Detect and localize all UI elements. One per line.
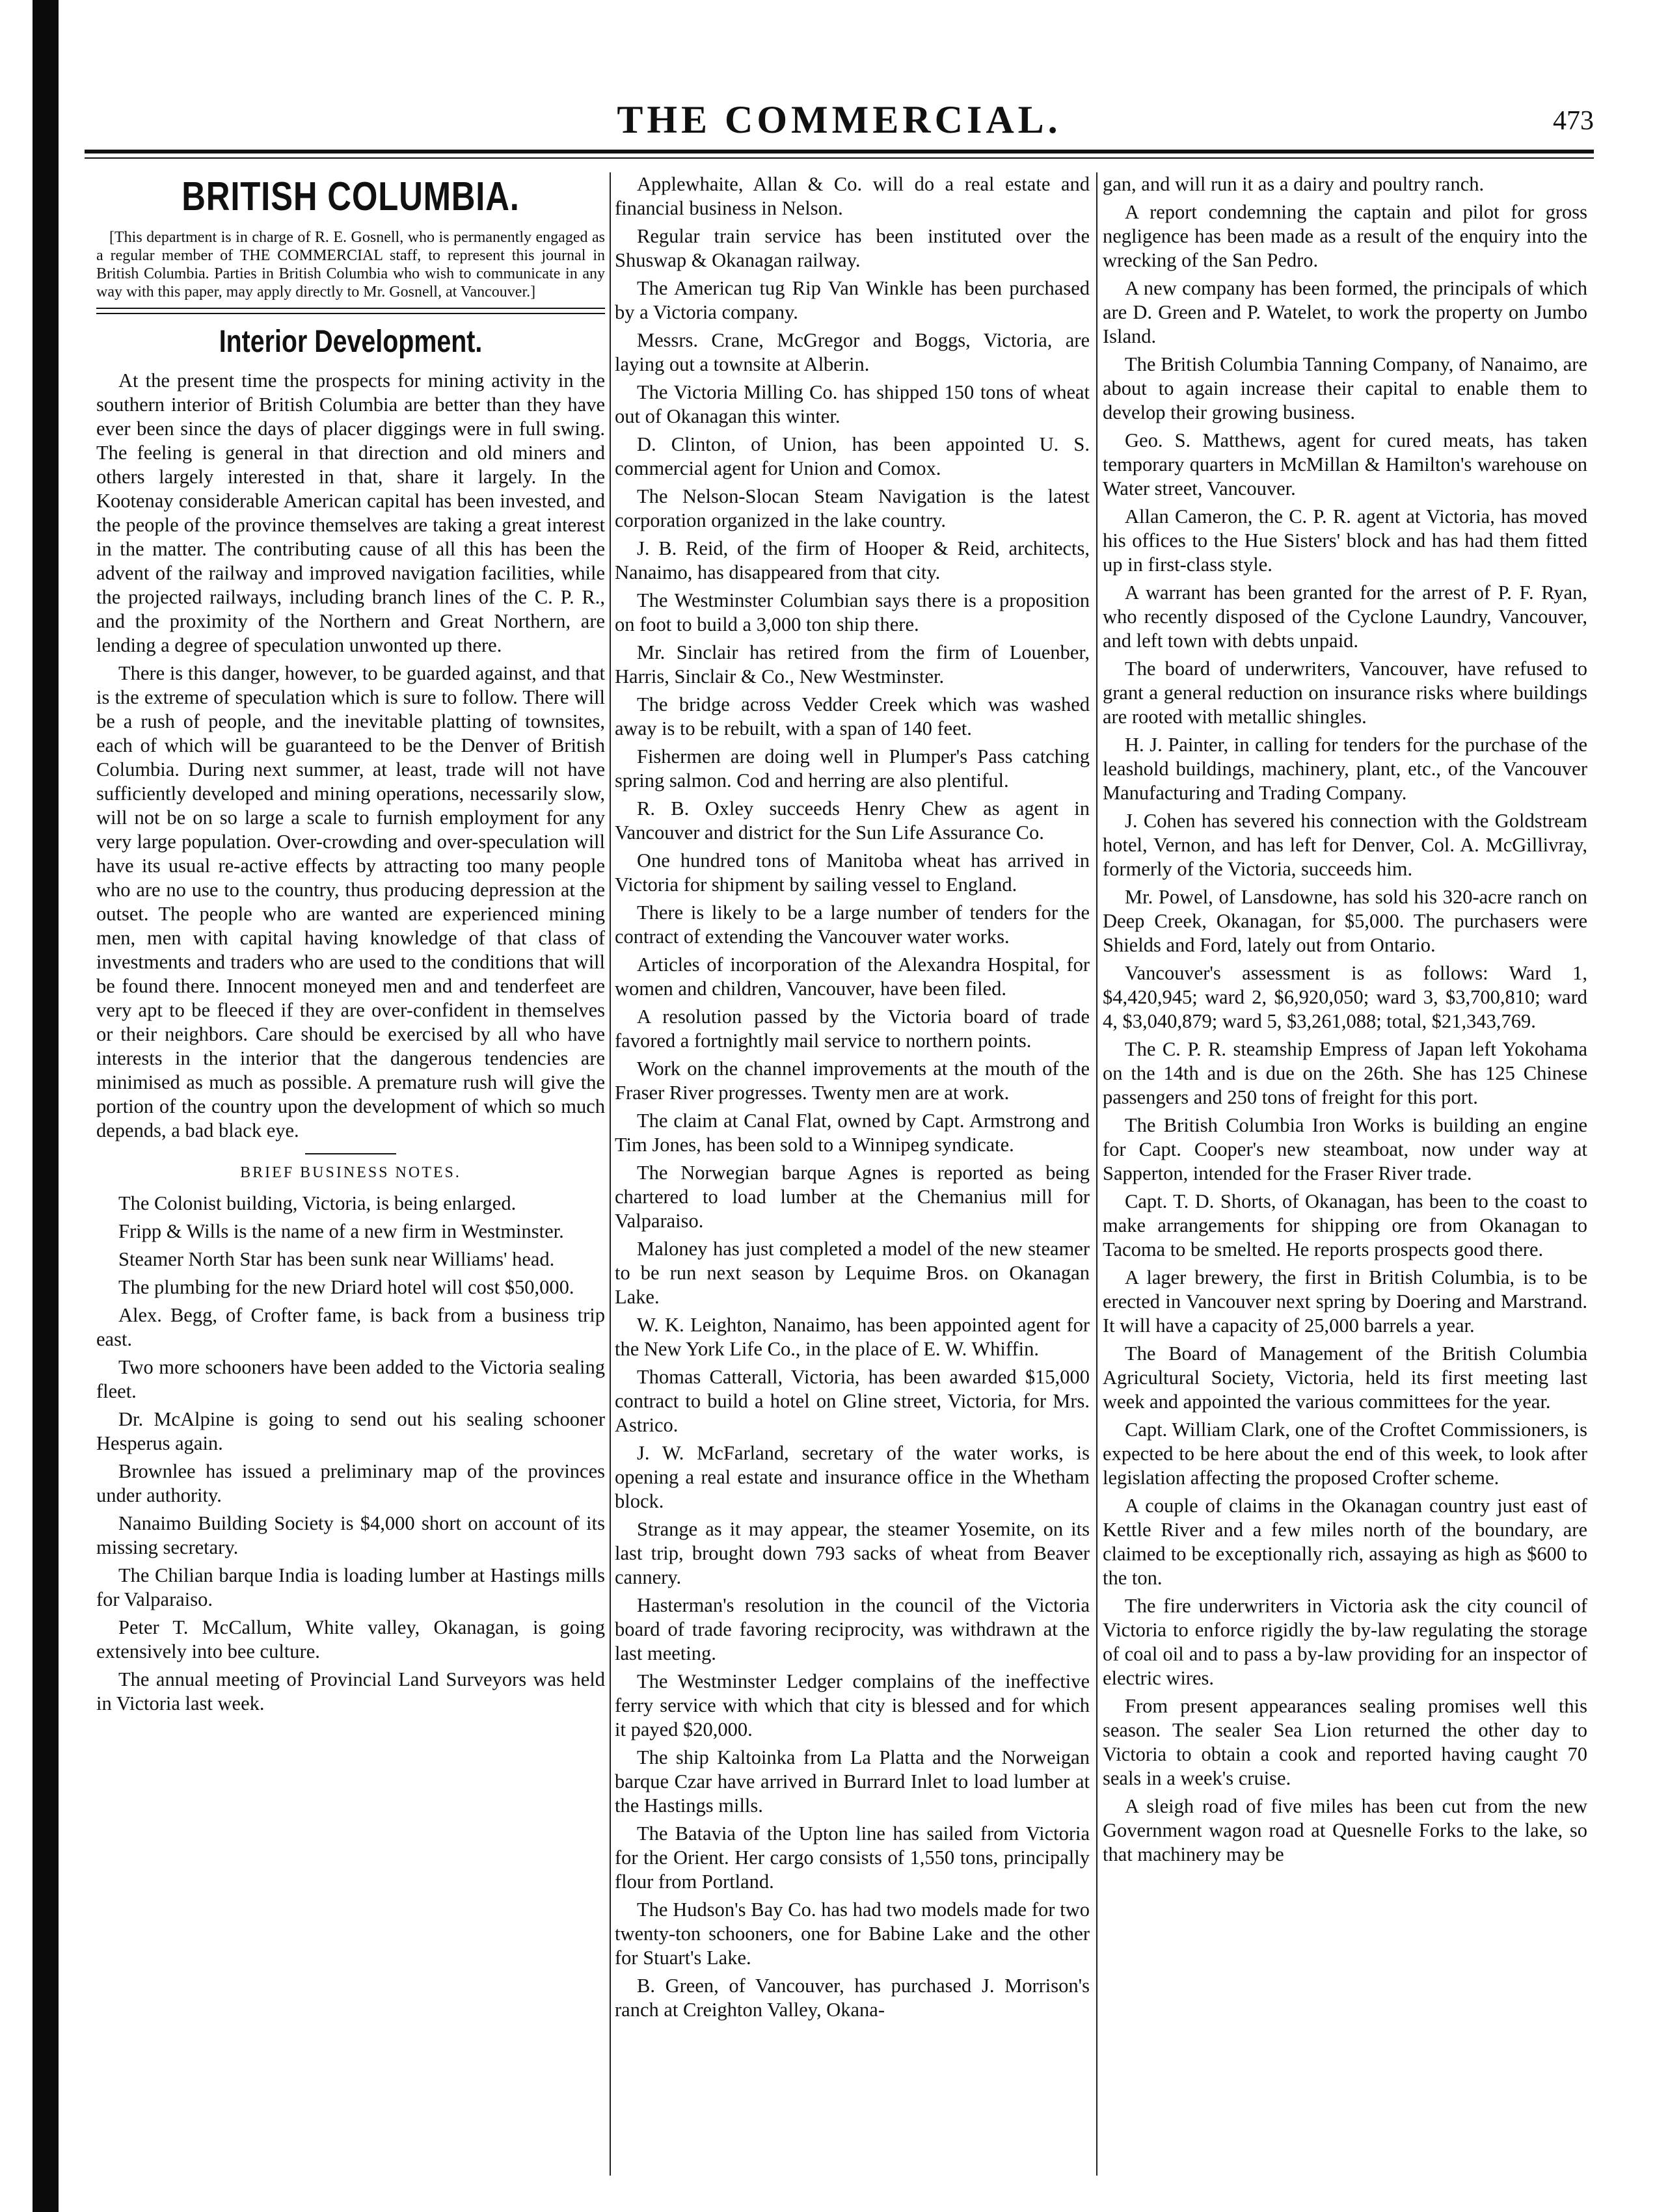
news-item: Strange as it may appear, the steamer Yosemite, on its last trip, brought down 793 sacks of wheat from Beaver cannery. [615, 1518, 1090, 1588]
news-item: A report condemning the captain and pilot for gross negligence has been made as a result of the enquiry into the wrecking of the San Pedro. [1103, 201, 1587, 271]
col1-notes [96, 1192, 605, 1716]
news-item: The plumbing for the new Driard hotel will cost $50,000. [118, 1276, 574, 1298]
news-item: Regular train service has been instituted over the Shuswap & Okanagan railway. [615, 225, 1090, 271]
news-item: The British Columbia Tanning Company, of Nanaimo, are about to again increase their capital to enable them to develop their growing business. [1103, 353, 1587, 423]
column-divider [610, 172, 611, 2176]
news-item: The Norwegian barque Agnes is reported as being chartered to load lumber at the Chemanius mill for Valparaiso. [615, 1162, 1090, 1232]
news-item: The bridge across Vedder Creek which was washed away is to be rebuilt, with a span of 140 feet. [615, 693, 1090, 740]
page-number: 473 [1553, 106, 1594, 136]
news-item: The Westminster Columbian says there is a proposition on foot to build a 3,000 ton ship there. [615, 589, 1090, 635]
news-item: Mr. Powel, of Lansdowne, has sold his 320-acre ranch on Deep Creek, Okanagan, for $5,000. The purchasers were Shields and Ford, lately out from Ontario. [1103, 886, 1587, 956]
news-item: H. J. Painter, in calling for tenders for the purchase of the leashold buildings, machinery, plant, etc., of the Vancouver Manufacturing and Trading Company. [1103, 734, 1587, 804]
news-item: A lager brewery, the first in British Columbia, is to be erected in Vancouver next spring by Doering and Marstrand. It will have a capacity of 25,000 barrels a year. [1103, 1266, 1587, 1337]
news-item: Steamer North Star has been sunk near Williams' head. [118, 1248, 555, 1270]
masthead-rule [85, 150, 1594, 153]
col3-notes [1103, 172, 1587, 1867]
binding-edge [33, 0, 59, 2212]
department-note: [This department is in charge of R. E. Gosnell, who is permanently engaged as a regular member of THE COMMERCIAL staff, to represent this journal in British Columbia. Parties in British Columbia who wish to communicate in any way with this paper, may apply directly to Mr. Gosnell, at Vancouver.] [96, 229, 605, 300]
news-item: A couple of claims in the Okanagan country just east of Kettle River and a few miles north of the boundary, are claimed to be exceptionally rich, assaying as high as $600 to the ton. [1103, 1495, 1587, 1589]
news-item: The Board of Management of the British Columbia Agricultural Society, Victoria, held its first meeting last week and appointed the various committees for the year. [1103, 1342, 1587, 1413]
news-item: There is likely to be a large number of tenders for the contract of extending the Vancouver water works. [615, 901, 1090, 948]
news-item: The Nelson-Slocan Steam Navigation is the latest corporation organized in the lake country. [615, 485, 1090, 531]
news-item: Mr. Sinclair has retired from the firm of Louenber, Harris, Sinclair & Co., New Westminster. [615, 641, 1090, 687]
article-paragraph: There is this danger, however, to be guarded against, and that is the extreme of speculation which is sure to follow. There will be a rush of people, and the inevitable platting of townsites, each of which will be guaranteed to be the Denver of British Columbia. During next summer, at least, trade will not have sufficiently developed and mining operations, necessarily slow, will not be on so large a scale to furnish employment for any very large population. Over-crowding and over-speculation will have its usual re-active effects by attracting too many people who are no use to the country, thus producing depression at the outset. The people who are wanted are experienced mining men, men with capital having knowledge of that class of investments and traders who are used to the conditions that will be found there. Innocent moneyed men and and tenderfeet are very apt to be fleeced if they are over-confident in themselves or their neighbors. Care should be exercised by all who have interests in the interior that the dangerous tendencies are minimised as much as possible. A premature rush will give the portion of the country upon the development of which so much depends, a bad black eye. [96, 662, 605, 1141]
column-divider [1096, 172, 1097, 2176]
news-item: Peter T. McCallum, White valley, Okanagan, is going extensively into bee culture. [96, 1616, 605, 1662]
news-item: The ship Kaltoinka from La Platta and the Norweigan barque Czar have arrived in Burrard Inlet to load lumber at the Hastings mills. [615, 1746, 1090, 1817]
news-item: The claim at Canal Flat, owned by Capt. Armstrong and Tim Jones, has been sold to a Winnipeg syndicate. [615, 1110, 1090, 1156]
double-rule [96, 308, 605, 314]
news-item: A new company has been formed, the principals of which are D. Green and P. Watelet, to work the property on Jumbo Island. [1103, 277, 1587, 347]
news-item: D. Clinton, of Union, has been appointed U. S. commercial agent for Union and Comox. [615, 433, 1090, 479]
news-item: Nanaimo Building Society is $4,000 short on account of its missing secretary. [96, 1512, 605, 1558]
column-3 [1103, 172, 1587, 2176]
news-item: Allan Cameron, the C. P. R. agent at Victoria, has moved his offices to the Hue Sisters' block and has had them fitted up in first-class style. [1103, 505, 1587, 576]
news-item: Articles of incorporation of the Alexandra Hospital, for women and children, Vancouver, have been filed. [615, 953, 1090, 1000]
news-item: Alex. Begg, of Crofter fame, is back from a business trip east. [96, 1304, 605, 1350]
section-rule [305, 1153, 396, 1154]
news-item: Geo. S. Matthews, agent for cured meats, has taken temporary quarters in McMillan & Hamilton's warehouse on Water street, Vancouver. [1103, 429, 1587, 500]
news-item: B. Green, of Vancouver, has purchased J. Morrison's ranch at Creighton Valley, Okana- [615, 1975, 1090, 2021]
news-item: Capt. William Clark, one of the Croftet Commissioners, is expected to be here about the end of this week, to look after legislation affecting the proposed Crofter scheme. [1103, 1419, 1587, 1489]
news-item: The annual meeting of Provincial Land Surveyors was held in Victoria last week. [96, 1668, 605, 1714]
news-item: The Westminster Ledger complains of the ineffective ferry service with which that city is blessed and for which it payed $20,000. [615, 1670, 1090, 1740]
news-item: The Batavia of the Upton line has sailed from Victoria for the Orient. Her cargo consists of 1,550 tons, principally flour from Portland. [615, 1822, 1090, 1893]
news-item: The Colonist building, Victoria, is being enlarged. [118, 1192, 517, 1214]
column-1 [96, 172, 605, 2176]
news-item: The fire underwriters in Victoria ask the city council of Victoria to enforce rigidly the by-law regulating the storage of coal oil and to pass a by-law providing for an inspector of electric wires. [1103, 1595, 1587, 1689]
news-item: R. B. Oxley succeeds Henry Chew as agent in Vancouver and district for the Sun Life Assurance Co. [615, 797, 1090, 844]
news-item: Work on the channel improvements at the mouth of the Fraser River progresses. Twenty men are at work. [615, 1058, 1090, 1104]
news-item: Dr. McAlpine is going to send out his sealing schooner Hesperus again. [96, 1408, 605, 1454]
article-paragraph: At the present time the prospects for mining activity in the southern interior of British Columbia are better than they have ever been since the days of placer diggings were in full swing. The feeling is general in that direction and old miners and others largely interested in that, share it largely. In the Kootenay considerable American capital has been invested, and the people of the province themselves are taking a great interest in the matter. The contributing cause of all this has been the advent of the railway and improved navigation facilities, while the projected railways, including branch lines of the C. P. R., and the proximity of the Northern and Great Northern, are lending a degree of speculation unwonted up there. [96, 369, 605, 656]
news-item: Hasterman's resolution in the council of the Victoria board of trade favoring reciprocity, was withdrawn at the last meeting. [615, 1594, 1090, 1664]
news-item: The C. P. R. steamship Empress of Japan left Yokohama on the 14th and is due on the 26th. She has 125 Chinese passengers and 250 tons of freight for this port. [1103, 1038, 1587, 1108]
news-item: Brownlee has issued a preliminary map of the provinces under authority. [96, 1460, 605, 1506]
news-item: A resolution passed by the Victoria board of trade favored a fortnightly mail service to northern points. [615, 1006, 1090, 1052]
news-item: Capt. T. D. Shorts, of Okanagan, has been to the coast to make arrangements for shipping ore from Okanagan to Tacoma to be smelted. He reports prospects good there. [1103, 1190, 1587, 1260]
masthead-title: THE COMMERCIAL. [617, 98, 1062, 141]
news-item: Fripp & Wills is the name of a new firm in Westminster. [118, 1220, 564, 1242]
brief-notes-heading: BRIEF BUSINESS NOTES. [240, 1164, 461, 1181]
news-item: gan, and will run it as a dairy and poultry ranch. [1103, 173, 1485, 195]
news-item: Vancouver's assessment is as follows: Ward 1, $4,420,945; ward 2, $6,920,050; ward 3, $3,700,810; ward 4, $3,040,879; ward 5, $3,261,088; total, $21,343,769. [1103, 962, 1587, 1032]
article-title: Interior Development. [219, 325, 483, 359]
section-title: BRITISH COLUMBIA. [182, 174, 520, 219]
news-item: Thomas Catterall, Victoria, has been awarded $15,000 contract to build a hotel on Gline street, Victoria, for Mrs. Astrico. [615, 1366, 1090, 1436]
news-item: From present appearances sealing promises well this season. The sealer Sea Lion returned the other day to Victoria to obtain a cook and reported having caught 70 seals in a week's cruise. [1103, 1695, 1587, 1789]
news-item: The British Columbia Iron Works is building an engine for Capt. Cooper's new steamboat, now under way at Sapperton, intended for the Fraser River trade. [1103, 1114, 1587, 1184]
news-item: Applewhaite, Allan & Co. will do a real estate and financial business in Nelson. [615, 173, 1090, 219]
news-item: W. K. Leighton, Nanaimo, has been appointed agent for the New York Life Co., in the place of E. W. Whiffin. [615, 1314, 1090, 1360]
news-item: Two more schooners have been added to the Victoria sealing fleet. [96, 1356, 605, 1402]
news-item: The American tug Rip Van Winkle has been purchased by a Victoria company. [615, 277, 1090, 323]
news-item: One hundred tons of Manitoba wheat has arrived in Victoria for shipment by sailing vessel to England. [615, 849, 1090, 896]
news-item: Fishermen are doing well in Plumper's Pass catching spring salmon. Cod and herring are also plentiful. [615, 745, 1090, 792]
news-item: A warrant has been granted for the arrest of P. F. Ryan, who recently disposed of the Cyclone Laundry, Vancouver, and left town with debts unpaid. [1103, 581, 1587, 652]
news-item: A sleigh road of five miles has been cut from the new Government wagon road at Quesnelle Forks to the lake, so that machinery may be [1103, 1795, 1587, 1865]
news-item: The Victoria Milling Co. has shipped 150 tons of wheat out of Okanagan this winter. [615, 381, 1090, 427]
masthead-rule-thin [85, 157, 1594, 159]
news-item: J. B. Reid, of the firm of Hooper & Reid, architects, Nanaimo, has disappeared from that city. [615, 537, 1090, 583]
news-item: The board of underwriters, Vancouver, have refused to grant a general reduction on insurance risks where buildings are rooted with metallic shingles. [1103, 658, 1587, 728]
col2-notes [615, 172, 1090, 2022]
news-item: Messrs. Crane, McGregor and Boggs, Victoria, are laying out a townsite at Alberin. [615, 329, 1090, 375]
column-2 [615, 172, 1090, 2176]
news-item: The Chilian barque India is loading lumber at Hastings mills for Valparaiso. [96, 1564, 605, 1610]
news-item: J. W. McFarland, secretary of the water works, is opening a real estate and insurance office in the Whetham block. [615, 1442, 1090, 1512]
news-item: Maloney has just completed a model of the new steamer to be run next season by Lequime Bros. on Okanagan Lake. [615, 1238, 1090, 1308]
news-item: J. Cohen has severed his connection with the Goldstream hotel, Vernon, and has left for Denver, Col. A. McGillivray, formerly of the Victoria, succeeds him. [1103, 810, 1587, 880]
news-item: The Hudson's Bay Co. has had two models made for two twenty-ton schooners, one for Babine Lake and the other for Stuart's Lake. [615, 1899, 1090, 1969]
